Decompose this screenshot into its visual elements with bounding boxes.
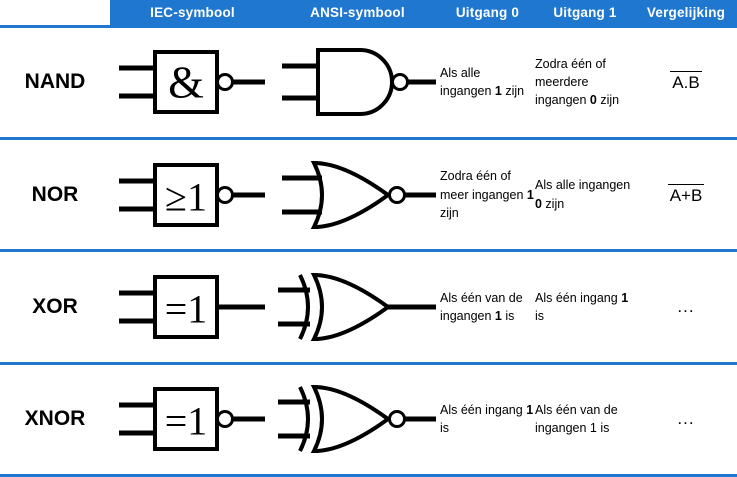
iec-symbol-xnor	[110, 363, 275, 475]
ansi-symbol-xnor	[275, 363, 440, 475]
output-0-text-xor: Als één van de ingangen 1 is	[440, 251, 535, 363]
output-1-text-nor: Als alle ingangen 0 zijn	[535, 138, 635, 250]
table-row	[0, 26, 737, 138]
ansi-xor-drawing	[278, 257, 438, 357]
svg-text:&: &	[167, 56, 204, 108]
svg-text:=1: =1	[164, 398, 207, 444]
comparison-xor	[635, 251, 737, 363]
header-cell-iec: IEC-symbool	[110, 0, 275, 26]
iec-symbol-nand	[110, 26, 275, 138]
output-1-text-nand: Zodra één of meerdere ingangen 0 zijn	[535, 26, 635, 138]
table-row	[0, 363, 737, 475]
gate-name-xnor: XNOR	[0, 363, 110, 475]
ansi-nor-drawing	[278, 145, 438, 245]
header-cell-output-1: Uitgang 1	[535, 0, 635, 26]
iec-symbol-xor	[110, 251, 275, 363]
header-cell-output-0: Uitgang 0	[440, 0, 535, 26]
ansi-xnor-drawing	[278, 369, 438, 469]
iec-nor-drawing	[113, 145, 273, 245]
comparison-expression-xnor: ...	[677, 409, 695, 429]
comparison-expression-nand: A.B	[672, 73, 700, 93]
gate-name-xor: XOR	[0, 251, 110, 363]
output-0-text-xnor: Als één ingang 1 is	[440, 363, 535, 475]
comparison-expression-nor: A+B	[669, 185, 703, 205]
svg-text:≥1: ≥1	[164, 174, 207, 220]
iec-nand-drawing	[113, 32, 273, 132]
comparison-expression-xor: ...	[677, 296, 695, 316]
comparison-nor	[635, 138, 737, 250]
header-cell-ansi: ANSI-symbool	[275, 0, 440, 26]
svg-text:=1: =1	[164, 286, 207, 332]
output-1-text-xor: Als één ingang 1 is	[535, 251, 635, 363]
gate-name-nor: NOR	[0, 138, 110, 250]
ansi-symbol-nand	[275, 26, 440, 138]
gate-name-nand: NAND	[0, 26, 110, 138]
ansi-symbol-xor	[275, 251, 440, 363]
header-cell-comparison: Vergelijking	[635, 0, 737, 26]
table-header-row	[0, 0, 737, 26]
iec-xnor-drawing	[113, 369, 273, 469]
ansi-symbol-nor	[275, 138, 440, 250]
comparison-xnor	[635, 363, 737, 475]
iec-xor-drawing	[113, 257, 273, 357]
table-row	[0, 138, 737, 250]
comparison-nand	[635, 26, 737, 138]
ansi-nand-drawing	[278, 32, 438, 132]
table-row	[0, 251, 737, 363]
output-0-text-nor: Zodra één of meer ingangen 1 zijn	[440, 138, 535, 250]
output-0-text-nand: Als alle ingangen 1 zijn	[440, 26, 535, 138]
output-1-text-xnor: Als één van de ingangen 1 is	[535, 363, 635, 475]
header-cell-name	[0, 0, 110, 26]
iec-symbol-nor	[110, 138, 275, 250]
